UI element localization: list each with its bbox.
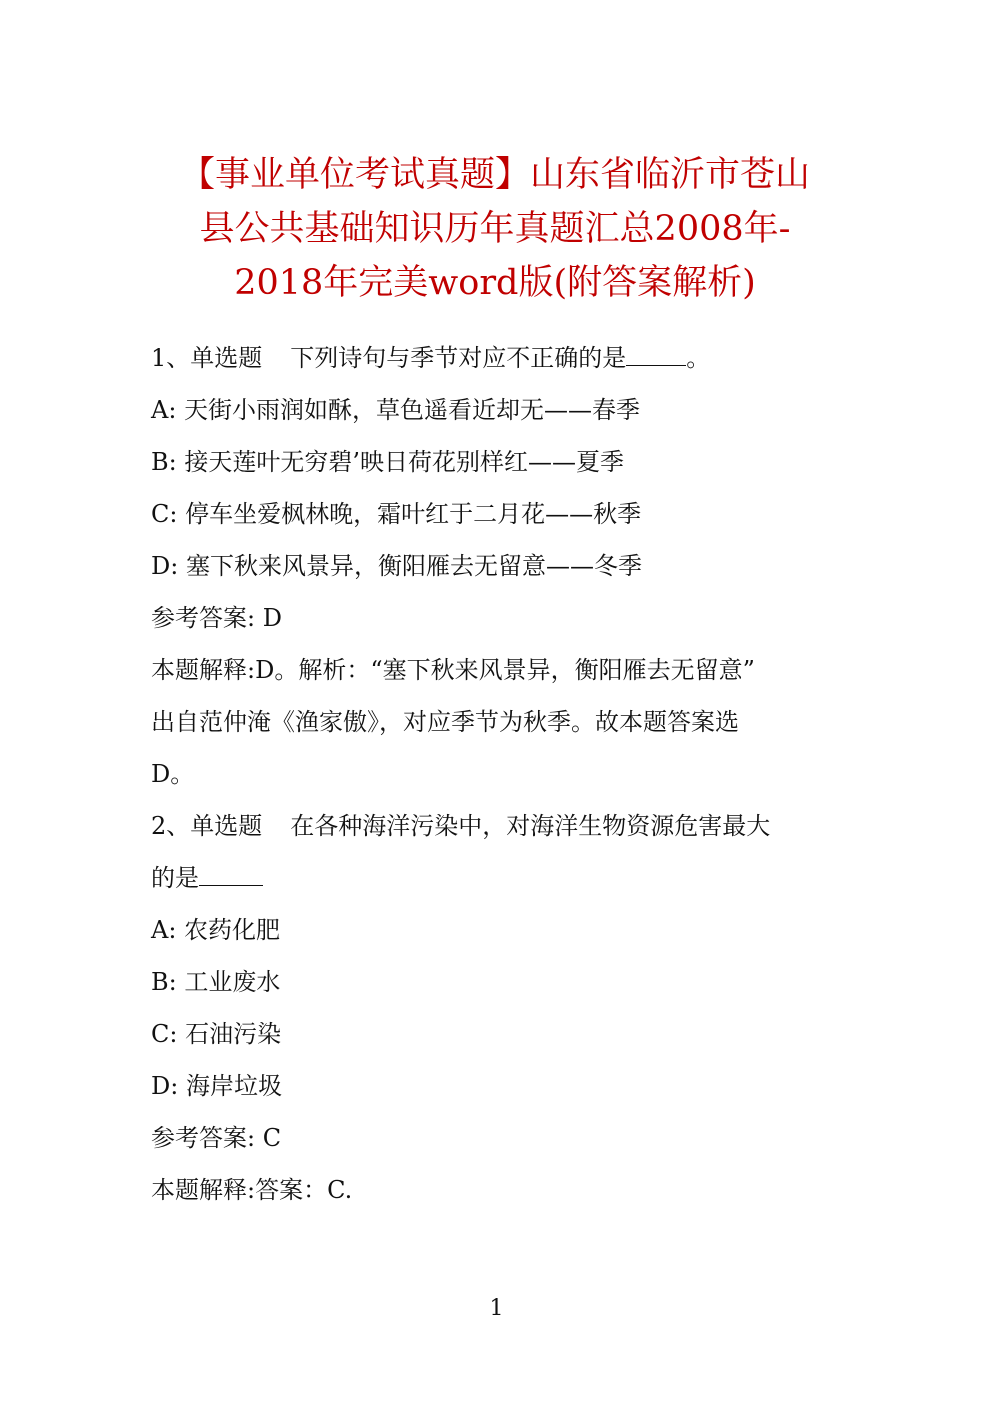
option-b: B: 接天莲叶无穷碧’映日荷花别样红——夏季 (151, 448, 624, 476)
option-a: A: 天街小雨润如酥，草色遥看近却无——春季 (151, 396, 641, 424)
question-text-end: 。 (686, 344, 711, 372)
option-a: A: 农药化肥 (151, 916, 281, 944)
option-d: D: 塞下秋来风景异，衡阳雁去无留意——冬季 (151, 552, 642, 580)
question-text: 下列诗句与季节对应不正确的是 (290, 344, 627, 372)
option-d: D: 海岸垃圾 (151, 1072, 282, 1100)
option-c: C: 停车坐爱枫林晚，霜叶红于二月花——秋季 (151, 500, 642, 528)
reference-answer: 参考答案: C (151, 1124, 282, 1152)
option-c: C: 石油污染 (151, 1020, 282, 1048)
question-text: 的是 (151, 864, 199, 892)
document-body (151, 332, 841, 1216)
title-line-1: 【事业单位考试真题】山东省临沂市苍山 (179, 155, 810, 195)
title-line-3: 2018年完美word版(附答案解析) (234, 263, 756, 303)
question-text: 在各种海洋污染中，对海洋生物资源危害最大 (290, 812, 771, 840)
question-2-stem-continued (151, 852, 841, 904)
question-1-stem (151, 332, 841, 384)
title-line-2: 县公共基础知识历年真题汇总2008年- (199, 209, 791, 249)
question-number: 1、 (151, 344, 191, 372)
explanation-line: 本题解释:答案：C. (151, 1176, 353, 1204)
option-b: B: 工业废水 (151, 968, 281, 996)
answer-blank (199, 865, 263, 886)
page-number: 1 (489, 1296, 504, 1321)
question-type: 单选题 (190, 344, 263, 372)
explanation-line: D。 (151, 760, 195, 788)
page-title (150, 148, 840, 310)
question-2-stem (151, 800, 841, 852)
question-number: 2、 (151, 812, 191, 840)
reference-answer: 参考答案: D (151, 604, 282, 632)
question-type: 单选题 (190, 812, 263, 840)
answer-blank (626, 345, 686, 366)
explanation-line: 本题解释:D。解析：“塞下秋来风景异，衡阳雁去无留意” (151, 656, 755, 684)
explanation-line: 出自范仲淹《渔家傲》，对应季节为秋季。故本题答案选 (151, 708, 739, 736)
